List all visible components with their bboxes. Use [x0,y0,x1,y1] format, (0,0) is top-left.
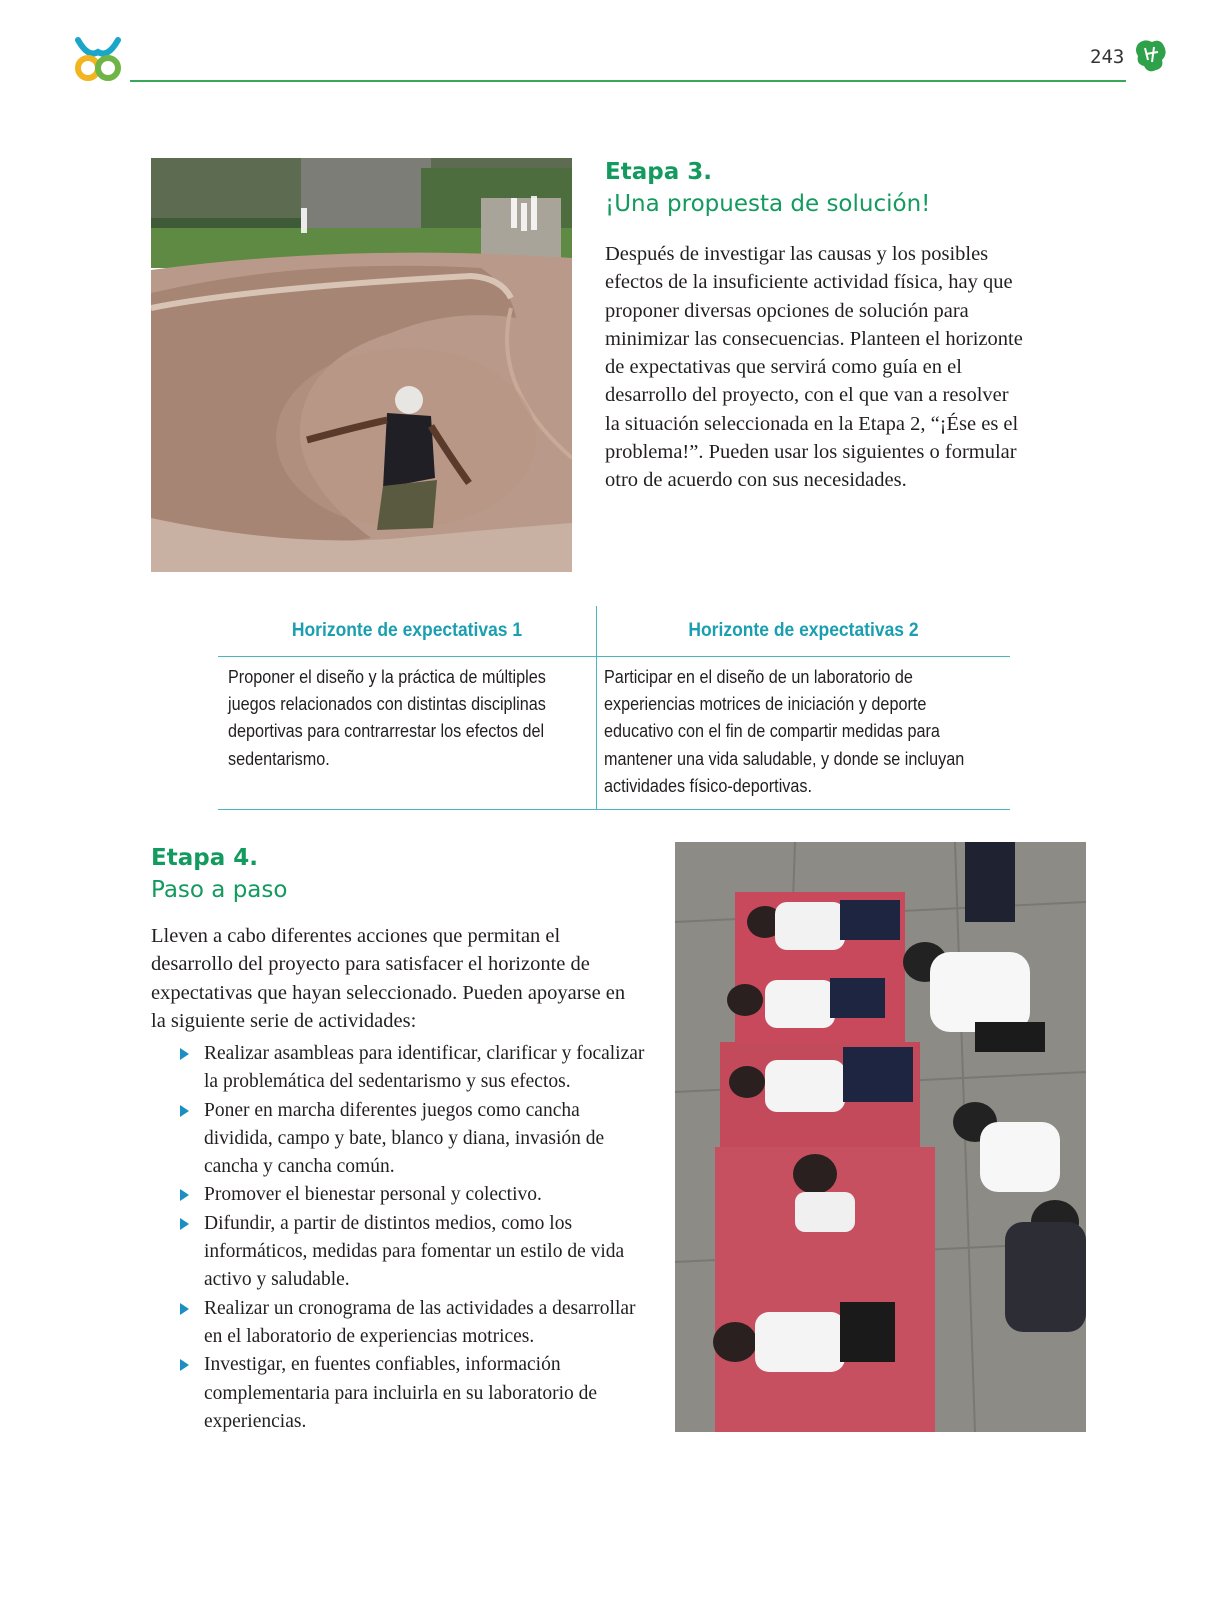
blue-triangle-bullet-icon [180,1189,189,1201]
list-item [176,1181,646,1209]
colored-rings-logo-icon [72,34,124,86]
list-item-text: Poner en marcha diferentes juegos como cancha dividida, campo y bate, blanco y diana, invasión de cancha y cancha común. [204,1099,605,1178]
list-item [176,1040,646,1097]
table-header-1: Horizonte de expectativas 1 [291,620,523,641]
etapa4-paragraph: Lleven a cabo diferentes acciones que permitan el desarrollo del proyecto para satisfacer el horizonte de expectativas que hayan seleccionado. Pueden apoyarse en la siguiente serie de actividades: [151,925,626,1032]
table-header-rule [218,656,1010,657]
list-item-text: Investigar, en fuentes confiables, información complementaria para incluirla en su laboratorio de experiencias. [204,1354,598,1432]
table-bottom-rule [218,809,1010,810]
list-item [176,1351,646,1436]
etapa4-title: Etapa 4. [151,845,258,871]
list-item [176,1097,646,1182]
etapa3-paragraph: Después de investigar las causas y los posibles efectos de la insuficiente actividad física, hay que proponer diversas opciones de solución para minimizar las consecuencias. Planteen el horizonte de expectativas que servirá como guía en el desarrollo del proyecto, con el que van a resolver la situación seleccionada en la Etapa 2, “¡Ése es el problema!”. Pueden usar los siguientes o formular otro de acuerdo con sus necesidades. [605,243,1023,492]
expectations-table [218,606,1010,810]
etapa3-title: Etapa 3. [605,159,712,185]
blue-triangle-bullet-icon [180,1359,189,1371]
list-item [176,1295,646,1352]
blue-triangle-bullet-icon [180,1105,189,1117]
page-number: 243 [1090,46,1125,68]
list-item-text: Realizar asambleas para identificar, clarificar y focalizar la problemática del sedentarismo y sus efectos. [204,1043,645,1093]
header-rule [130,80,1126,82]
table-cell-1: Proponer el diseño y la práctica de múltiples juegos relacionados con distintas disciplinas deportivas para contrarrestar los efectos del sedentarismo. [228,667,546,769]
skatepark-photo [151,158,572,572]
table-cell-2: Participar en el diseño de un laboratorio de experiencias motrices de iniciación y deporte educativo con el fin de compartir medidas para mantener una vida saludable, y donde se incluyan actividades físico-deportivas. [604,667,965,796]
etapa4-subtitle: Paso a paso [151,877,288,903]
table-column-divider [596,606,597,810]
etapa4-heading [151,842,287,906]
list-item-text: Promover el bienestar personal y colectivo. [204,1184,542,1206]
green-glyph-emblem-icon [1134,38,1168,74]
etapa3-heading [605,156,930,220]
activities-list [176,1040,646,1436]
students-exercising-photo [675,842,1086,1432]
etapa3-subtitle: ¡Una propuesta de solución! [605,191,931,217]
list-item-text: Realizar un cronograma de las actividades a desarrollar en el laboratorio de experiencias motrices. [204,1297,636,1347]
list-item-text: Difundir, a partir de distintos medios, como los informáticos, medidas para fomentar un estilo de vida activo y saludable. [204,1212,625,1291]
list-item [176,1210,646,1295]
blue-triangle-bullet-icon [180,1303,189,1315]
blue-triangle-bullet-icon [180,1048,189,1060]
table-header-2: Horizonte de expectativas 2 [688,620,919,641]
blue-triangle-bullet-icon [180,1218,189,1230]
